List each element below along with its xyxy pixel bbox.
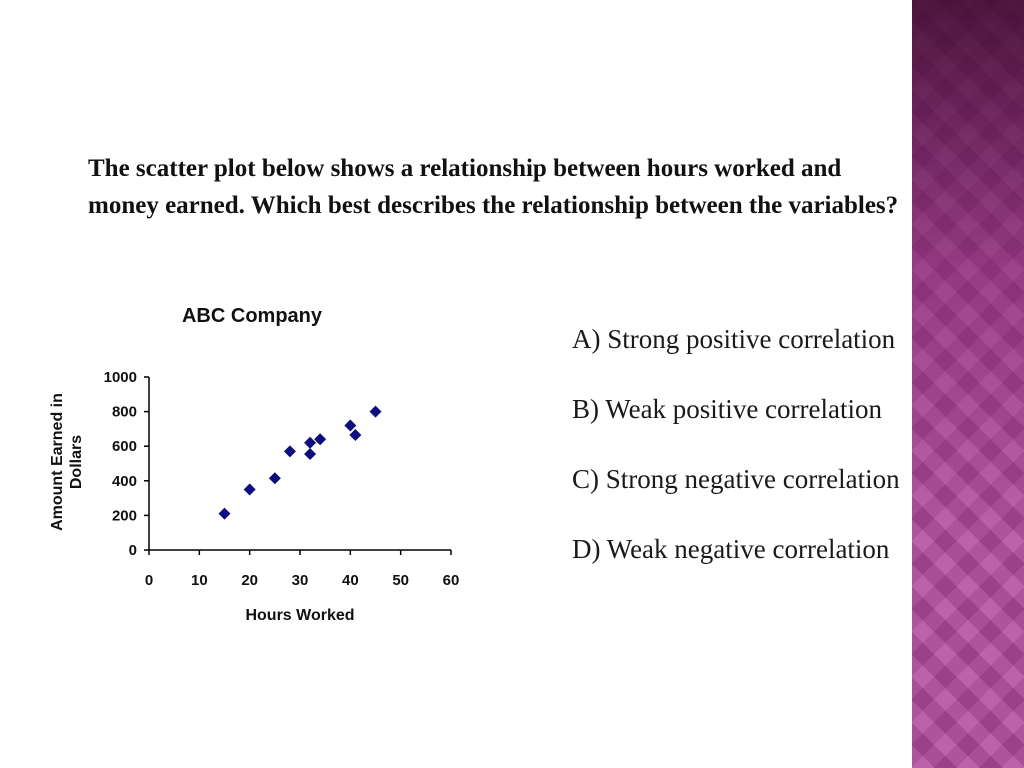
- data-point: [269, 472, 281, 484]
- data-point: [284, 445, 296, 457]
- answer-choices: [572, 322, 900, 602]
- scatter-chart: [40, 295, 480, 635]
- x-tick-label: 30: [291, 572, 309, 589]
- x-tick-label: 50: [392, 572, 410, 589]
- x-tick-label: 60: [442, 572, 460, 589]
- x-tick-label: 20: [241, 572, 259, 589]
- data-point: [344, 419, 356, 431]
- chart-title: ABC Company: [181, 305, 323, 327]
- choice-d[interactable]: D) Weak negative correlation: [572, 534, 890, 564]
- chart-axes: [104, 369, 460, 589]
- data-point: [370, 406, 382, 418]
- y-tick-label: 0: [128, 542, 137, 559]
- data-point: [304, 437, 316, 449]
- y-tick-label: 600: [111, 438, 137, 456]
- data-point: [304, 448, 316, 460]
- y-axis-label: [49, 393, 85, 531]
- decorative-sidebar: [912, 0, 1024, 768]
- data-point: [219, 508, 231, 520]
- y-axis-label-line-2: Dollars: [68, 434, 85, 490]
- data-point: [244, 483, 256, 495]
- x-tick-label: 40: [341, 572, 359, 589]
- choice-a[interactable]: A) Strong positive correlation: [572, 324, 896, 354]
- choice-c[interactable]: C) Strong negative correlation: [572, 464, 900, 494]
- x-tick-label: 10: [190, 572, 208, 589]
- data-point: [349, 429, 361, 441]
- y-axis-label-line-1: Amount Earned in: [49, 393, 66, 531]
- y-tick-label: 400: [111, 472, 137, 490]
- data-point: [314, 433, 326, 445]
- y-tick-label: 800: [111, 403, 137, 421]
- x-axis-label: Hours Worked: [245, 607, 355, 624]
- choice-b[interactable]: B) Weak positive correlation: [572, 394, 882, 424]
- x-tick-label: 0: [144, 572, 154, 589]
- y-tick-label: 200: [111, 507, 137, 525]
- question-text: The scatter plot below shows a relationship between hours worked and money earned. Which best describes the relationship between the variables?: [88, 155, 899, 219]
- y-tick-label: 1000: [103, 369, 137, 386]
- chart-points: [219, 406, 382, 520]
